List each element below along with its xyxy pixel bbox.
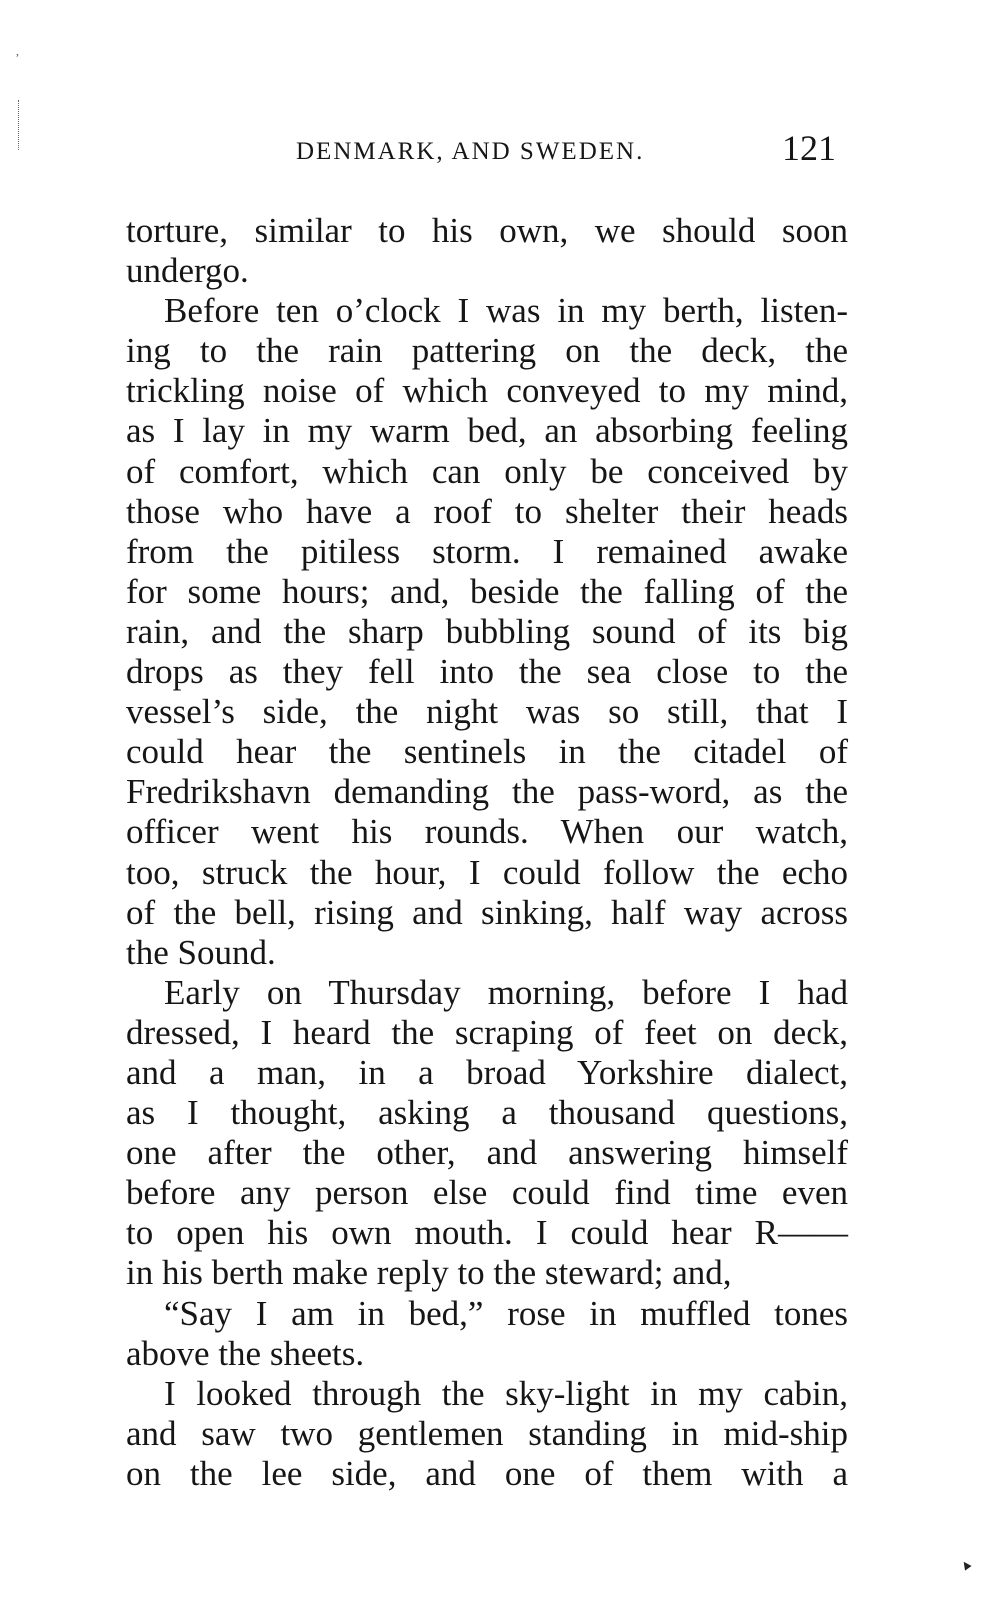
corner-speck	[960, 1559, 971, 1570]
text-line: those who have a roof to shelter their heads	[126, 491, 848, 531]
text-line: I looked through the sky-light in my cabin,	[164, 1373, 848, 1413]
text-line: trickling noise of which conveyed to my mind,	[126, 371, 848, 411]
text-line: Early on Thursday morning, before I had	[164, 972, 848, 1012]
text-line: Before ten o’clock I was in my berth, listen-	[164, 291, 848, 331]
text-line: in his berth make reply to the steward; and,	[126, 1253, 732, 1293]
margin-speck: ,	[16, 44, 19, 58]
text-line: undergo.	[126, 251, 249, 291]
text-line: “Say I am in bed,” rose in muffled tones	[164, 1293, 848, 1333]
text-line: one after the other, and answering himself	[126, 1133, 848, 1173]
text-line: of comfort, which can only be conceived by	[126, 451, 848, 491]
text-line: officer went his rounds. When our watch,	[126, 812, 848, 852]
page-number: 121	[782, 128, 836, 168]
text-line: could hear the sentinels in the citadel of	[126, 732, 848, 772]
margin-rule-mark	[18, 100, 21, 150]
paragraph	[126, 291, 848, 973]
text-line: ing to the rain pattering on the deck, the	[126, 331, 848, 371]
text-line: of the bell, rising and sinking, half way across	[126, 892, 848, 932]
text-line: above the sheets.	[126, 1333, 365, 1373]
body-text	[126, 211, 848, 1494]
paragraph	[126, 973, 848, 1294]
text-line: too, struck the hour, I could follow the echo	[126, 852, 848, 892]
text-line: for some hours; and, beside the falling of the	[126, 571, 848, 611]
text-line: as I thought, asking a thousand questions,	[126, 1093, 848, 1133]
text-line: torture, similar to his own, we should soon	[126, 211, 848, 250]
text-line: vessel’s side, the night was so still, that I	[126, 692, 848, 732]
running-head: DENMARK, AND SWEDEN.	[296, 138, 645, 165]
text-line: from the pitiless storm. I remained awake	[126, 531, 848, 571]
paragraph	[126, 1374, 848, 1494]
text-line: and a man, in a broad Yorkshire dialect,	[126, 1052, 848, 1092]
text-line: to open his own mouth. I could hear R——	[126, 1213, 848, 1253]
paragraph	[126, 211, 848, 291]
text-line: and saw two gentlemen standing in mid-ship	[126, 1413, 848, 1453]
text-line: on the lee side, and one of them with a	[126, 1453, 848, 1493]
text-line: before any person else could find time even	[126, 1173, 848, 1213]
paragraph	[126, 1294, 848, 1374]
text-line: as I lay in my warm bed, an absorbing feeling	[126, 411, 848, 451]
text-line: the Sound.	[126, 932, 276, 972]
text-line: drops as they fell into the sea close to the	[126, 652, 848, 692]
text-line: dressed, I heard the scraping of feet on deck,	[126, 1012, 848, 1052]
text-line: Fredrikshavn demanding the pass-word, as the	[126, 772, 848, 812]
text-line: rain, and the sharp bubbling sound of its big	[126, 611, 848, 651]
